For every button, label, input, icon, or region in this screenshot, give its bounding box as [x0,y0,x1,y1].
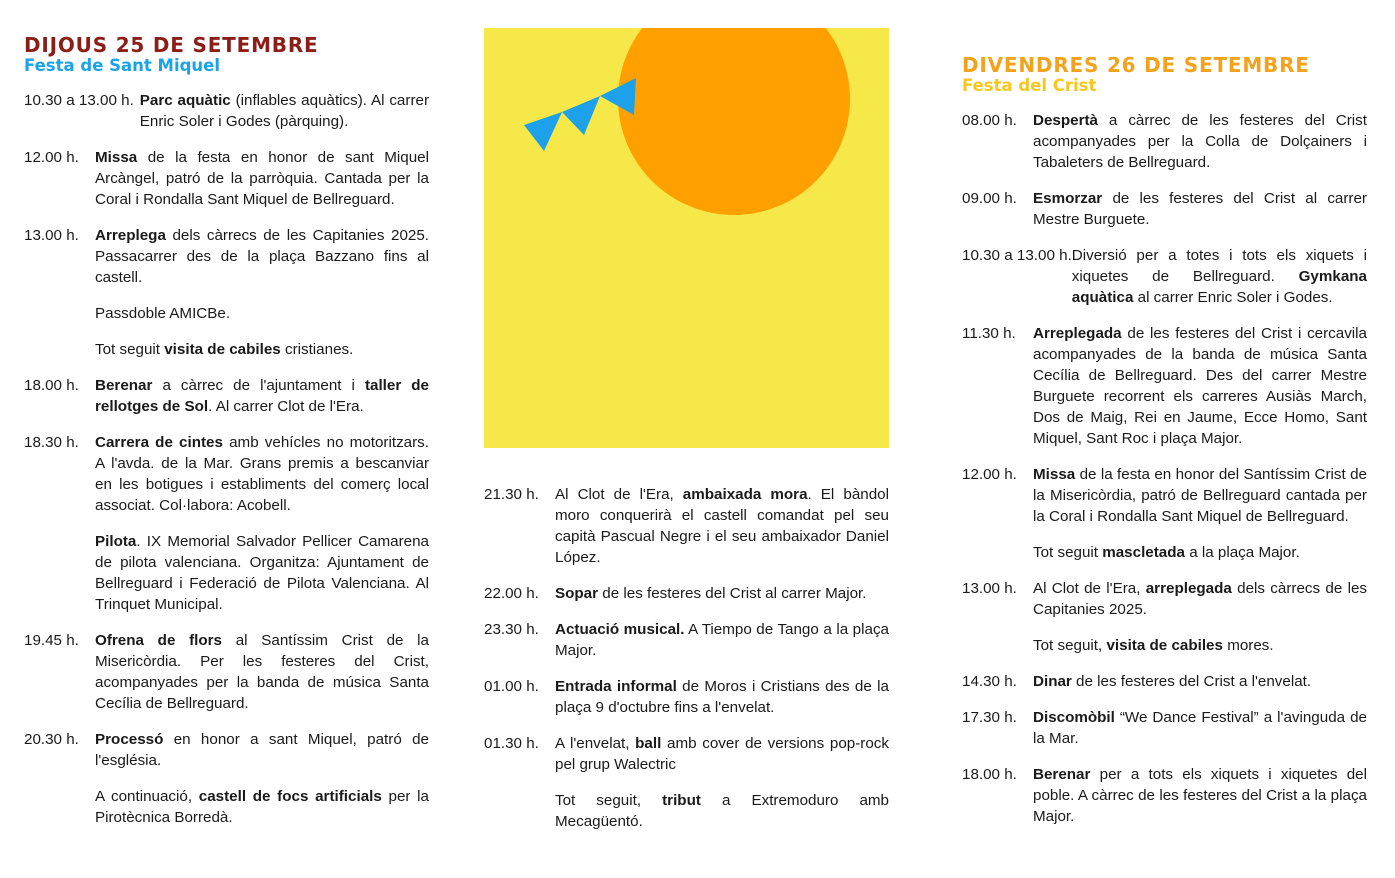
bunting-flag [524,112,562,151]
entry-time: 09.00 h. [962,190,1017,207]
entry-time: 22.00 h. [484,585,539,602]
entry-time: 23.30 h. [484,621,539,638]
schedule-entry [24,432,429,516]
entry-time: 18.00 h. [24,377,79,394]
schedule-entry [24,147,429,210]
entry-text: Arreplegada de les festeres del Crist i cercavila acompanyades de la banda de música Santa Cecília de Bellreguard. Des del carrer Mestre Burguete recorrent els carreres Ausiàs March, Dos de Maig, Rei en Jaume, Ecce Homo, Sant Miquel, Sant Roc i plaça Major. [1033,325,1367,447]
thursday-night-column [484,484,889,847]
schedule-entry [24,90,429,132]
entry-text: Discomòbil “We Dance Festival” a l'avinguda de la Mar. [1033,709,1367,747]
schedule-entry-continued [24,531,429,615]
entry-time: 01.00 h. [484,678,539,695]
schedule-entry-continued [962,635,1367,656]
sun-shape [618,28,850,215]
schedule-entry-continued [24,339,429,360]
schedule-entry-continued [24,786,429,828]
schedule-entry [484,733,889,775]
bunting-flag [600,78,636,115]
schedule-entry [962,188,1367,230]
schedule-entry [484,583,889,604]
entry-text: Dinar de les festeres del Crist a l'envelat. [1033,673,1312,690]
entry-text: Arreplega dels càrrecs de les Capitanies 2025. Passacarrer des de la plaça Bazzano fins al castell. [95,227,429,286]
entry-time: 12.00 h. [24,149,79,166]
schedule-entry [962,707,1367,749]
entry-time: 13.00 h. [24,227,79,244]
schedule-entry-continued [484,790,889,832]
entry-text: Actuació musical. A Tiempo de Tango a la plaça Major. [555,621,889,659]
entry-time: 21.30 h. [484,486,539,503]
entry-text: Processó en honor a sant Miquel, patró de l'església. [95,731,429,769]
entry-time: 18.30 h. [24,434,79,451]
entry-text: Pilota. IX Memorial Salvador Pellicer Camarena de pilota valenciana. Organitza: Ajuntament de Bellreguard i Federació de Pilota Valenciana. Al Trinquet Municipal. [95,533,429,613]
sun-and-bunting-graphic [484,28,889,448]
entry-text: Al Clot de l'Era, ambaixada mora. El bàndol moro conquerirà el castell comandat pel seu capità Pascual Negre i el seu ambaixador Daniel López. [555,486,889,566]
entry-text: Esmorzar de les festeres del Crist al carrer Mestre Burguete. [1033,190,1367,228]
entry-text: Al Clot de l'Era, arreplegada dels càrrecs de les Capitanies 2025. [1033,580,1367,618]
day-title: DIJOUS 25 DE SETEMBRE [24,33,319,57]
entry-text: Berenar per a tots els xiquets i xiquetes del poble. A càrrec de les festeres del Crist a la plaça Major. [1033,766,1367,825]
entry-text: Tot seguit, visita de cabiles mores. [1033,637,1274,654]
schedule-entry [962,764,1367,827]
schedule-entry [484,619,889,661]
schedule-entry-continued [962,542,1367,563]
entry-text: A l'envelat, ball amb cover de versions pop-rock pel grup Walectric [555,735,889,773]
schedule-entry [962,671,1367,692]
entry-time: 08.00 h. [962,112,1017,129]
entry-text: Tot seguit visita de cabiles cristianes. [95,341,354,358]
entry-time: 10.30 a 13.00 h. [24,92,134,109]
day-title: DIVENDRES 26 DE SETEMBRE [962,53,1310,77]
entry-text: Diversió per a totes i tots els xiquets i xiquetes de Bellreguard. Gymkana aquàtica al carrer Enric Soler i Godes. [1071,247,1367,306]
schedule-entry [962,464,1367,527]
schedule-entry [24,630,429,714]
schedule-entry [24,729,429,771]
entry-text: Carrera de cintes amb vehícles no motoritzars. A l'avda. de la Mar. Grans premis a bescanviar en les botigues i establiments del comerç local associat. Col·labora: Acobell. [95,434,429,514]
entry-text: Parc aquàtic (inflables aquàtics). Al carrer Enric Soler i Godes (pàrquing). [139,92,429,130]
entry-text: A continuació, castell de focs artificials per la Pirotècnica Borredà. [95,788,429,826]
schedule-entry [962,245,1367,308]
entry-text: Missa de la festa en honor de sant Miquel Arcàngel, patró de la parròquia. Cantada per la Coral i Rondalla Sant Miquel de Bellreguard. [95,149,429,208]
friday-column [962,54,1367,842]
entry-text: Tot seguit mascletada a la plaça Major. [1033,544,1300,561]
entry-time: 20.30 h. [24,731,79,748]
entry-time: 17.30 h. [962,709,1017,726]
decorative-illustration [484,28,889,448]
day-subtitle: Festa de Sant Miquel [24,56,221,75]
entry-time: 19.45 h. [24,632,79,649]
entry-time: 14.30 h. [962,673,1017,690]
schedule-entry [962,110,1367,173]
entry-text: Tot seguit, tribut a Extremoduro amb Mecagüentó. [555,792,889,830]
schedule-entry [962,323,1367,449]
entry-text: Berenar a càrrec de l'ajuntament i taller de rellotges de Sol. Al carrer Clot de l'Era. [95,377,429,415]
schedule-entry [24,225,429,288]
entry-text: Entrada informal de Moros i Cristians des de la plaça 9 d'octubre fins a l'envelat. [555,678,889,716]
schedule-entry [24,375,429,417]
schedule-entry-continued [24,303,429,324]
entry-text: Passdoble AMICBe. [95,305,231,322]
entry-time: 10.30 a 13.00 h. [962,247,1072,264]
entry-time: 12.00 h. [962,466,1017,483]
entry-text: Missa de la festa en honor del Santíssim Crist de la Misericòrdia, patró de Bellreguard cantada per la Coral i Rondalla Sant Miquel de Bellreguard. [1033,466,1367,525]
schedule-entry [962,578,1367,620]
thursday-column [24,34,429,843]
bunting-flag [562,96,600,135]
entry-text: Ofrena de flors al Santíssim Crist de la Misericòrdia. Per les festeres del Crist, acompanyades per la banda de música Santa Cecília de Bellreguard. [95,632,429,712]
entry-time: 18.00 h. [962,766,1017,783]
entry-time: 13.00 h. [962,580,1017,597]
entry-time: 11.30 h. [962,325,1016,342]
entry-text: Despertà a càrrec de les festeres del Crist acompanyades per la Colla de Dolçainers i Tabaleters de Bellreguard. [1033,112,1367,171]
schedule-entry [484,484,889,568]
schedule-entry [484,676,889,718]
entry-text: Sopar de les festeres del Crist al carrer Major. [555,585,867,602]
entry-time: 01.30 h. [484,735,539,752]
day-subtitle: Festa del Crist [962,76,1097,95]
